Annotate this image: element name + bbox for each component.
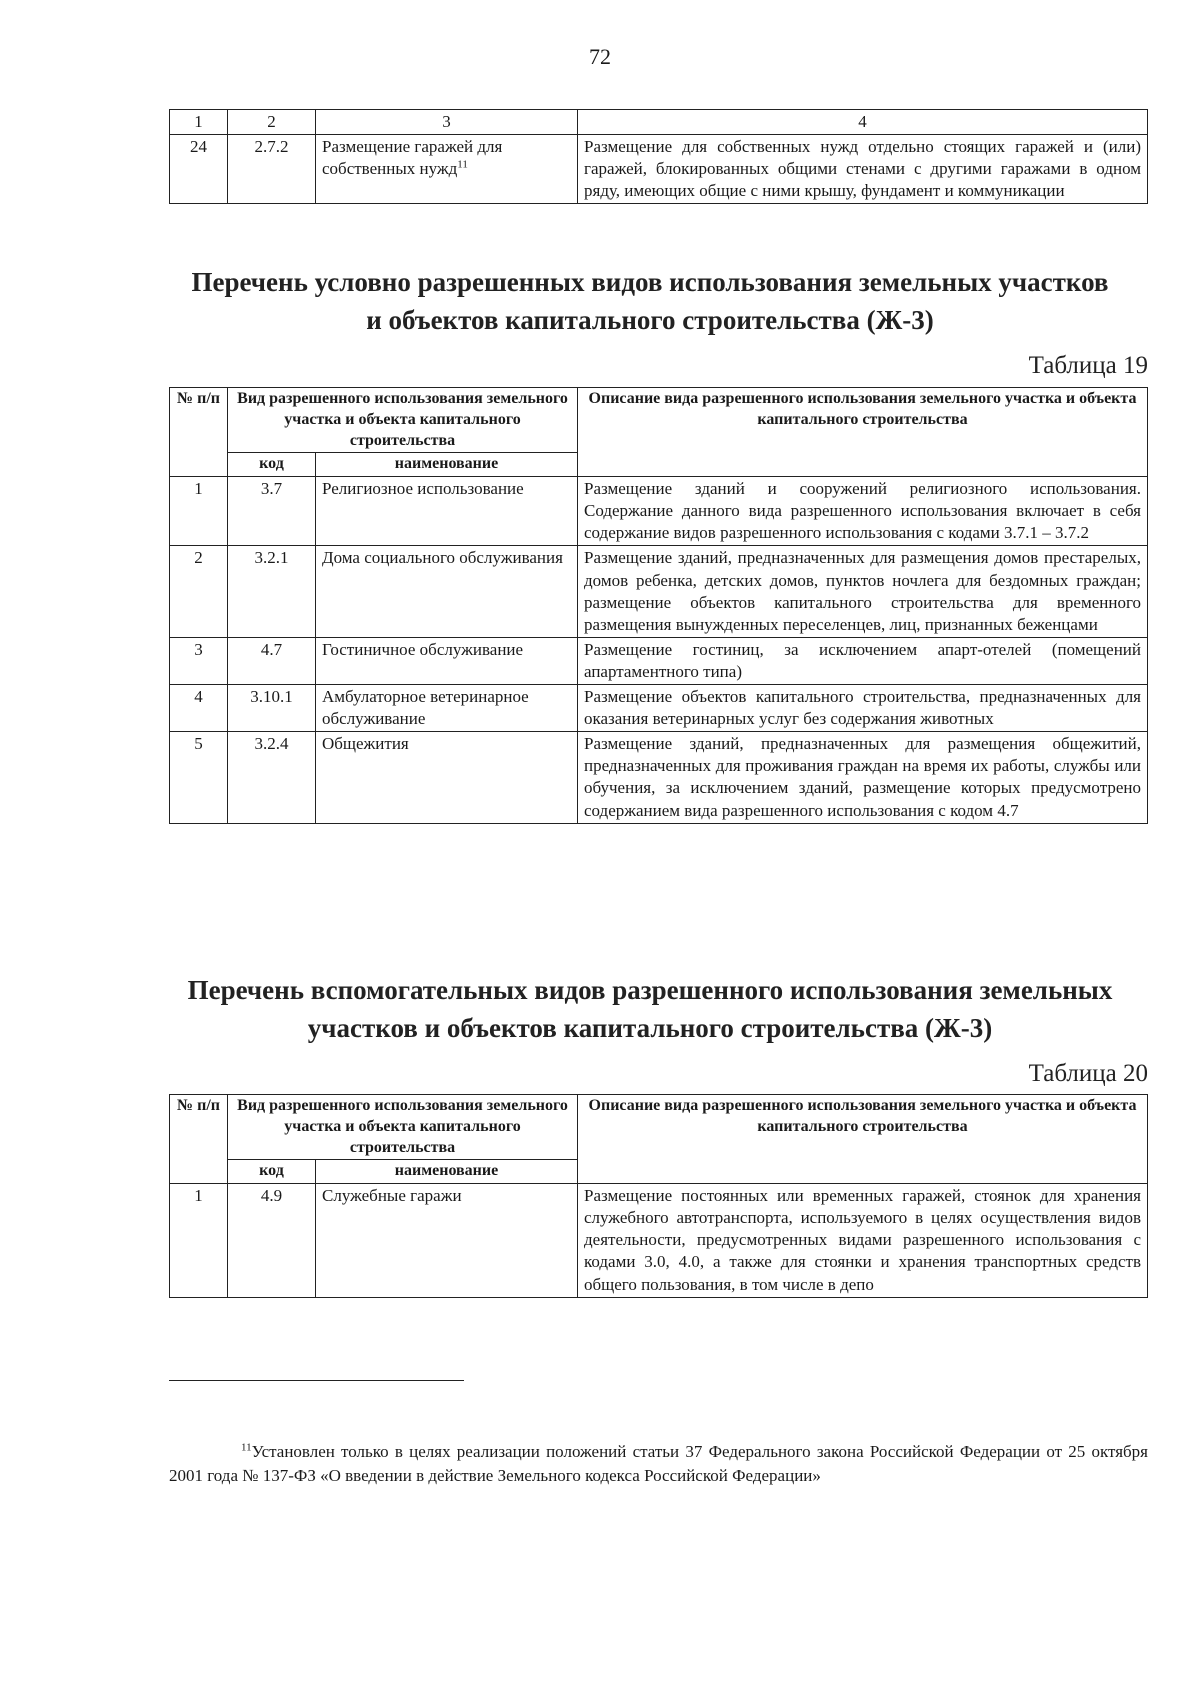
table-header-row: [170, 1095, 1148, 1160]
header-kind: Вид разрешенного использования земельного участка и объекта капитального строительства: [228, 388, 578, 453]
table-row: [170, 637, 1148, 684]
row-number: 5: [170, 732, 228, 823]
table-row: [170, 1184, 1148, 1297]
row-name: Гостиничное обслуживание: [316, 637, 578, 684]
row-description: Размещение зданий и сооружений религиозного использования. Содержание данного вида разрешенного использования включает в себя содержание видов разрешенного использования с кодами 3.7.1 – 3.7.2: [578, 477, 1148, 546]
row-code: 3.7: [228, 477, 316, 546]
header-name: наименование: [316, 453, 578, 477]
header-num: № п/п: [170, 1095, 228, 1184]
row-name: Амбулаторное ветеринарное обслуживание: [316, 685, 578, 732]
row-number: 2: [170, 546, 228, 637]
footnote-separator: [169, 1380, 464, 1381]
table-caption: Таблица 20: [1028, 1060, 1148, 1087]
row-description: Размещение постоянных или временных гаражей, стоянок для хранения служебного автотранспорта, используемого в целях осуществления видов деятельности, предусмотренных видами разрешенного использования с кодами 3.0, 4.0, а также для стоянки и хранения транспортных средств общего пользования, в том числе в депо: [578, 1184, 1148, 1297]
row-name: Размещение гаражей для собственных нужд: [322, 137, 503, 179]
row-code: 3.2.4: [228, 732, 316, 823]
row-name-cell: [316, 135, 578, 204]
row-number: 24: [170, 135, 228, 204]
footnote-mark: 11: [241, 1441, 252, 1454]
table-row: [170, 135, 1148, 204]
row-name: Общежития: [316, 732, 578, 823]
row-name: Дома социального обслуживания: [316, 546, 578, 637]
header-col-3: 3: [316, 110, 578, 135]
header-col-2: 2: [228, 110, 316, 135]
section-title-line: участков и объектов капитального строительства (Ж-3): [307, 1012, 993, 1043]
row-description: Размещение для собственных нужд отдельно стоящих гаражей и (или) гаражей, блокированных общими стенами с другими гаражами в одном ряду, имеющих общие с ними крышу, фундамент и коммуникации: [578, 135, 1148, 204]
row-description: Размещение зданий, предназначенных для размещения домов престарелых, домов ребенка, детских домов, пунктов ночлега для бездомных граждан; размещение объектов капитального строительства для временного размещения вынужденных переселенцев, лиц, признанных беженцами: [578, 546, 1148, 637]
table-row: [170, 477, 1148, 546]
table-row: [170, 546, 1148, 637]
table-header-row: [170, 110, 1148, 135]
row-code: 3.2.1: [228, 546, 316, 637]
row-number: 4: [170, 685, 228, 732]
row-code: 3.10.1: [228, 685, 316, 732]
page-number: 72: [589, 44, 611, 69]
row-description: Размещение объектов капитального строительства, предназначенных для оказания ветеринарных услуг без содержания животных: [578, 685, 1148, 732]
section-title: [150, 972, 1150, 1048]
footnote-text: Установлен только в целях реализации положений статьи 37 Федерального закона Российской Федерации от 25 октября 2001 года № 137-ФЗ «О введении в действие Земельного кодекса Российской Федерации»: [169, 1442, 1148, 1485]
section-title-line: Перечень вспомогательных видов разрешенного использования земельных: [187, 975, 1113, 1005]
table-20: [169, 1094, 1148, 1298]
section-title-line: и объектов капитального строительства (Ж-3): [366, 304, 934, 335]
row-number: 1: [170, 1184, 228, 1297]
row-code: 4.7: [228, 637, 316, 684]
header-code: код: [228, 1160, 316, 1184]
header-name: наименование: [316, 1160, 578, 1184]
row-name: Религиозное использование: [316, 477, 578, 546]
row-code: 4.9: [228, 1184, 316, 1297]
footnote-reference[interactable]: 11: [457, 158, 468, 171]
header-col-1: 1: [170, 110, 228, 135]
header-kind: Вид разрешенного использования земельного участка и объекта капитального строительства: [228, 1095, 578, 1160]
header-code: код: [228, 453, 316, 477]
row-description: Размещение зданий, предназначенных для размещения общежитий, предназначенных для проживания граждан на время их работы, службы или обучения, за исключением зданий, размещение которых предусмотрено содержанием вида разрешенного использования с кодом 4.7: [578, 732, 1148, 823]
section-title-line: Перечень условно разрешенных видов использования земельных участков: [191, 267, 1109, 297]
header-description: Описание вида разрешенного использования земельного участка и объекта капитального строительства: [578, 1095, 1148, 1184]
section-title: [150, 264, 1150, 340]
continuation-table: [169, 109, 1148, 204]
row-number: 1: [170, 477, 228, 546]
header-num: № п/п: [170, 388, 228, 477]
table-row: [170, 732, 1148, 823]
footnote: [169, 1440, 1148, 1488]
table-header-row: [170, 388, 1148, 453]
table-row: [170, 685, 1148, 732]
header-col-4: 4: [578, 110, 1148, 135]
table-19: [169, 387, 1148, 824]
row-code: 2.7.2: [228, 135, 316, 204]
row-name: Служебные гаражи: [316, 1184, 578, 1297]
header-description: Описание вида разрешенного использования земельного участка и объекта капитального строительства: [578, 388, 1148, 477]
table-caption: Таблица 19: [1028, 352, 1148, 379]
row-description: Размещение гостиниц, за исключением апарт-отелей (помещений апартаментного типа): [578, 637, 1148, 684]
row-number: 3: [170, 637, 228, 684]
